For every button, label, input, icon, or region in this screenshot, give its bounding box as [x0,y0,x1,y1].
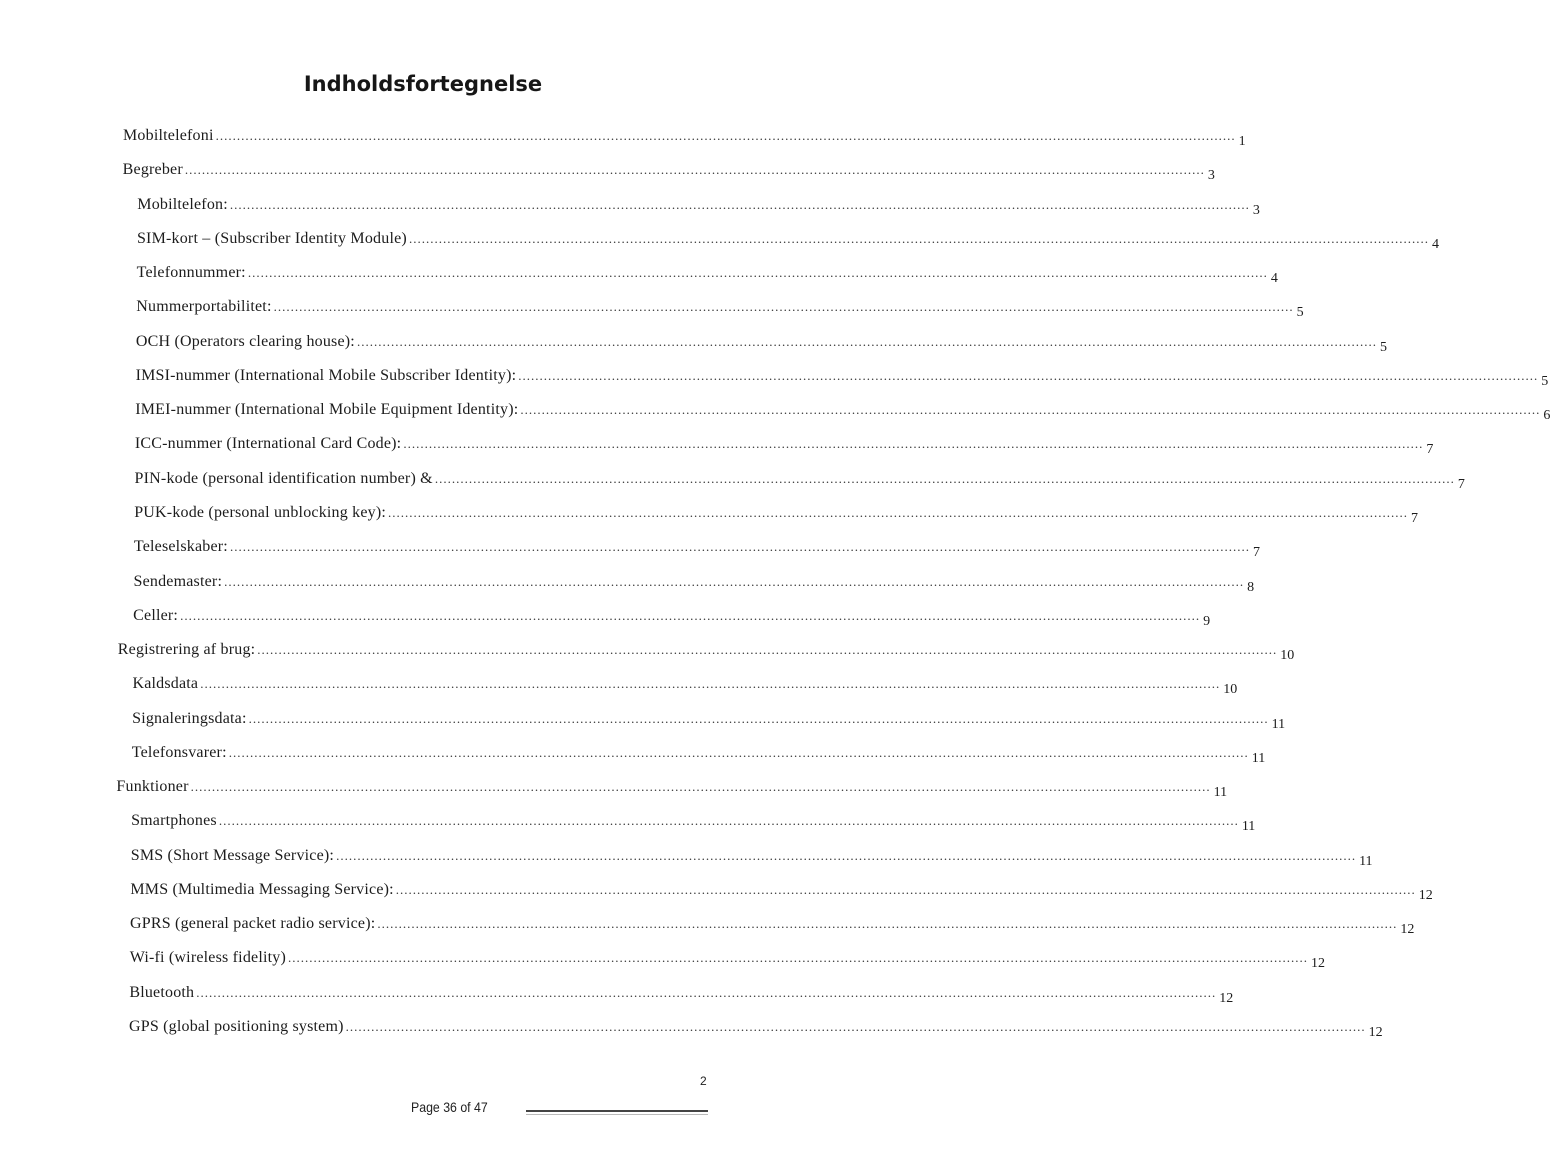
toc-entry [133,572,1255,595]
toc-entry [136,297,1304,321]
toc-entry-title: Sendemaster: [133,572,223,590]
footer-page-label: Page 36 of 47 [411,1099,488,1115]
toc-entry-title: Smartphones [131,812,217,830]
toc-entry-page: 4 [1270,271,1278,287]
toc-entry-title: Funktioner [116,778,189,796]
toc-entry-page: 8 [1247,579,1255,595]
toc-entry-title: Celler: [133,606,179,624]
toc-entry-page: 11 [1271,716,1286,732]
toc-entry-title: OCH (Operators clearing house): [135,332,355,350]
toc-dot-leader: ................................................................................................................................................................................................................................................ [247,265,1268,281]
toc-dot-leader: ................................................................................................................................................................................................................................................ [196,984,1217,1000]
toc-dot-leader: ................................................................................................................................................................................................................................................ [408,230,1429,246]
toc-dot-leader: ................................................................................................................................................................................................................................................ [200,676,1221,692]
toc-entry-page: 6 [1543,408,1550,424]
toc-entry [136,229,1439,252]
toc-entry-page: 10 [1223,682,1238,698]
toc-entry-title: Signaleringsdata: [132,709,247,727]
toc-entry [133,606,1211,629]
toc-entry-title: IMSI-nummer (International Mobile Subscriber Identity): [135,366,517,384]
toc-dot-leader: ................................................................................................................................................................................................................................................ [434,470,1455,486]
toc-entry [135,400,1550,424]
toc-dot-leader: ................................................................................................................................................................................................................................................ [229,196,1250,212]
toc-entry-title: Wi-fi (wireless fidelity) [129,949,286,967]
toc-entry-page: 5 [1379,339,1387,355]
toc-entry [131,743,1266,766]
footer-rule [526,1110,708,1112]
toc-dot-leader: ................................................................................................................................................................................................................................................ [224,573,1245,589]
toc-entry [137,195,1260,218]
toc-entry-page: 10 [1280,648,1295,664]
toc-entry-title: Bluetooth [129,983,195,1001]
toc-entry-title: PUK-kode (personal unblocking key): [134,503,387,521]
toc-dot-leader: ................................................................................................................................................................................................................................................ [180,607,1201,623]
toc-entry [131,811,1256,835]
toc-entry-page: 5 [1541,373,1549,389]
toc-entry-title: GPRS (general packet radio service): [130,915,376,933]
toc-entry [129,948,1325,972]
toc-dot-leader: ................................................................................................................................................................................................................................................ [288,950,1308,966]
toc-dot-leader: ................................................................................................................................................................................................................................................ [218,813,1239,829]
toc-entry [134,434,1434,458]
toc-dot-leader: ................................................................................................................................................................................................................................................ [190,779,1211,795]
toc-entry-page: 12 [1400,922,1415,938]
toc-entry [134,469,1465,492]
toc-entry-title: Teleselskaber: [133,538,228,556]
toc-entry-page: 12 [1368,1025,1383,1040]
toc-dot-leader: ................................................................................................................................................................................................................................................ [229,539,1250,555]
toc-entry [130,914,1415,938]
toc-entry-page: 11 [1251,750,1266,766]
toc-entry-page: 11 [1213,785,1228,801]
document-title: Indholdsfortegnelse [303,72,543,96]
toc-entry-title: PIN-kode (personal identification number) & [134,469,433,487]
toc-entry-title: ICC-nummer (International Card Code): [134,435,402,453]
page-number: 2 [700,1074,707,1088]
toc-entry-title: GPS (global positioning system) [129,1018,344,1035]
toc-dot-leader: ................................................................................................................................................................................................................................................ [345,1019,1366,1034]
toc-dot-leader: ................................................................................................................................................................................................................................................ [395,881,1416,897]
toc-entry [129,983,1234,1006]
toc-entry [135,332,1387,355]
toc-entry-page: 7 [1252,545,1260,561]
toc-entry-title: SMS (Short Message Service): [130,846,335,864]
toc-entry-page: 9 [1203,613,1211,629]
toc-entry-page: 1 [1238,134,1246,149]
toc-dot-leader: ................................................................................................................................................................................................................................................ [228,744,1249,760]
toc-dot-leader: ................................................................................................................................................................................................................................................ [518,367,1539,383]
toc-entry [132,674,1238,698]
toc-entry-page: 5 [1296,305,1304,321]
toc-dot-leader: ................................................................................................................................................................................................................................................ [248,710,1269,726]
toc-entry [136,263,1278,287]
toc-entry-title: Nummerportabilitet: [136,298,272,316]
toc-dot-leader: ................................................................................................................................................................................................................................................ [215,128,1236,143]
toc-entry-page: 11 [1359,853,1373,869]
toc-dot-leader: ................................................................................................................................................................................................................................................ [520,402,1541,418]
toc-entry-title: Begreber [122,161,183,179]
toc-entry-title: Registrering af brug: [117,641,256,659]
toc-entry [129,1017,1383,1040]
toc-entry [117,640,1295,664]
toc-entry-page: 3 [1207,168,1215,184]
footer-rule-shadow [526,1114,708,1115]
toc-entry-page: 11 [1241,819,1256,835]
toc-dot-leader: ................................................................................................................................................................................................................................................ [356,333,1377,349]
toc-dot-leader: ................................................................................................................................................................................................................................................ [336,847,1357,863]
toc-entry-title: IMEI-nummer (International Mobile Equipment Identity): [135,401,519,419]
toc-entry [134,503,1419,526]
toc-entry [130,846,1373,869]
toc-entry-page: 3 [1252,202,1260,218]
toc-entry-page: 12 [1219,990,1234,1006]
toc-entry [122,160,1215,184]
toc-entry [130,880,1433,903]
toc-dot-leader: ................................................................................................................................................................................................................................................ [184,162,1205,178]
toc-entry [123,126,1246,149]
toc-entry-title: Mobiltelefon: [137,195,228,213]
toc-entry [133,537,1260,561]
toc-entry-title: Mobiltelefoni [123,127,214,144]
toc-entry-title: Telefonsvarer: [131,743,227,761]
toc-dot-leader: ................................................................................................................................................................................................................................................ [273,299,1294,315]
toc-dot-leader: ................................................................................................................................................................................................................................................ [388,504,1409,520]
toc-entry-title: Kaldsdata [132,675,199,693]
toc-entry-page: 12 [1311,956,1325,972]
toc-entry-page: 7 [1457,476,1465,492]
toc-entry-page: 4 [1431,236,1439,252]
toc-entry [116,777,1228,801]
toc-entry-title: SIM-kort – (Subscriber Identity Module) [136,229,407,247]
toc-dot-leader: ................................................................................................................................................................................................................................................ [377,916,1398,932]
toc-entry-page: 12 [1418,887,1433,903]
toc-entry-title: Telefonnummer: [136,264,246,282]
toc-entry [132,709,1286,732]
toc-entry-title: MMS (Multimedia Messaging Service): [130,880,394,898]
toc-entry [135,366,1549,389]
toc-dot-leader: ................................................................................................................................................................................................................................................ [257,642,1278,658]
toc-entry-page: 7 [1411,510,1419,526]
toc-entry-page: 7 [1426,442,1434,458]
toc-dot-leader: ................................................................................................................................................................................................................................................ [403,436,1424,452]
